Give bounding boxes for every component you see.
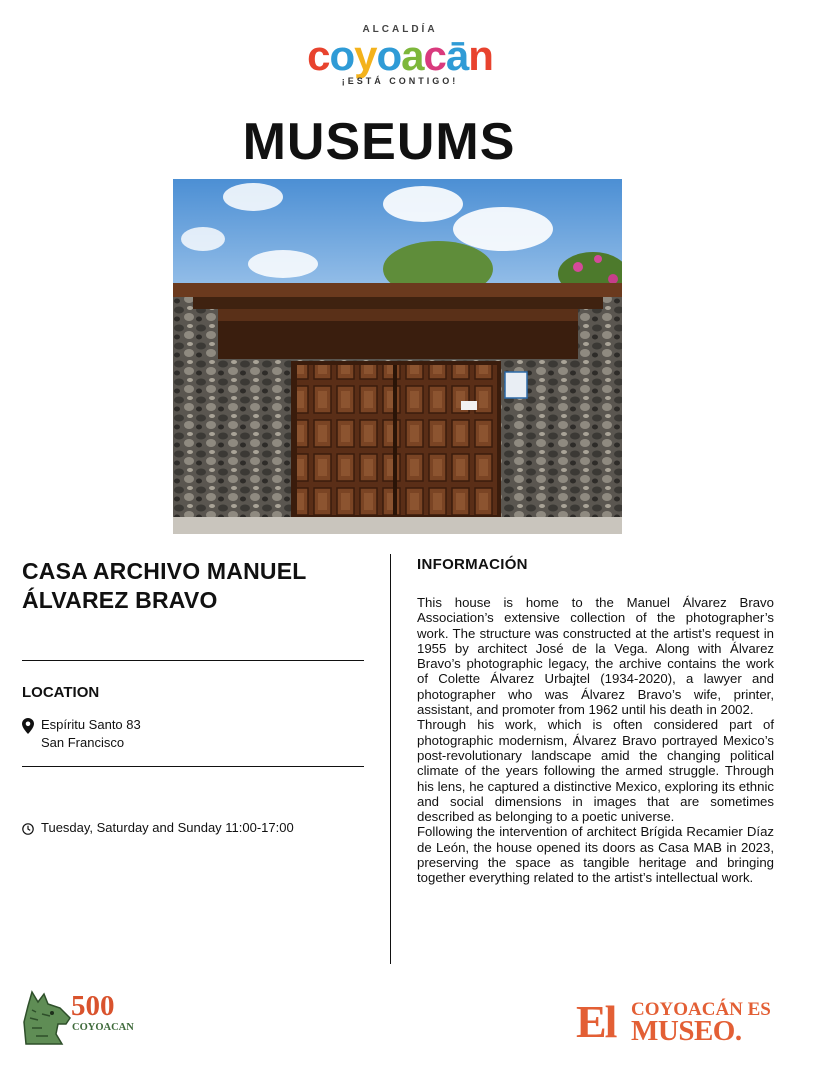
logo-brand	[270, 32, 530, 79]
location-heading: LOCATION	[22, 684, 100, 701]
logo-letter: a	[401, 32, 424, 79]
info-paragraph: This house is home to the Manuel Álvarez Bravo Association’s extensive collection of the photographer’s work. The structure was constructed at the artist’s request in 1955 by architect José de la Vega. Along with Álvarez Bravo’s photographic legacy, the archive contains the work of Colette Álvarez Urbajtel (1934-2020), a lawyer and photographer who was Álvarez Bravo’s wife, printer, assistant, and promoter from 1962 until his death in 2002.	[417, 595, 774, 718]
logo-letter: y	[354, 32, 377, 79]
info-paragraph: Through his work, which is often considered part of photographic modernism, Álvarez Bravo portrayed Mexico’s post-revolutionary landscape amid the changing political climate of the years following the armed struggle. Through his lens, he captured a distinctive Mexico, exploring its ethnic and social dimensions in images that are sometimes described as belonging to a poetic universe.	[417, 717, 774, 825]
info-body	[417, 595, 774, 886]
location-pin-icon	[22, 718, 34, 734]
museum-name: CASA ARCHIVO MANUEL ÁLVAREZ BRAVO	[22, 558, 307, 613]
logo-letter: n	[468, 32, 493, 79]
address-line-1: Espíritu Santo 83	[41, 717, 141, 732]
museum-photo	[173, 179, 622, 534]
logo-letter: ā	[445, 32, 469, 79]
logo-top-text: ALCALDÍA	[362, 24, 438, 35]
logo-letter: c	[423, 32, 446, 79]
column-divider	[390, 554, 391, 964]
campaign-el: El	[576, 996, 616, 1047]
logo-letter: o	[329, 32, 355, 79]
campaign-line-1: COYOACÁN ES	[631, 999, 771, 1020]
logo-tagline: ¡ESTÁ CONTIGO!	[341, 76, 459, 86]
badge-label: COYOACAN	[72, 1022, 134, 1033]
alcaldia-logo	[270, 24, 530, 94]
page-title: MUSEUMS	[242, 113, 516, 171]
badge-number: 500	[71, 990, 115, 1022]
divider-line	[22, 660, 364, 661]
address-line-2: San Francisco	[41, 735, 125, 750]
logo-letter: c	[307, 32, 330, 79]
info-heading: INFORMACIÓN	[417, 556, 528, 573]
info-paragraph: Following the intervention of architect Brígida Recamier Díaz de León, the house opened its doors as Casa MAB in 2023, preserving the space as tangible heritage and bringing together everything related to the artist’s intellectual work.	[417, 824, 774, 886]
opening-hours: Tuesday, Saturday and Sunday 11:00-17:00	[41, 820, 294, 835]
clock-icon	[22, 822, 34, 834]
divider-line	[22, 766, 364, 767]
campaign-line-2: MUSEO.	[631, 1015, 742, 1047]
coyote-head-icon	[22, 988, 74, 1046]
logo-letter: o	[376, 32, 402, 79]
